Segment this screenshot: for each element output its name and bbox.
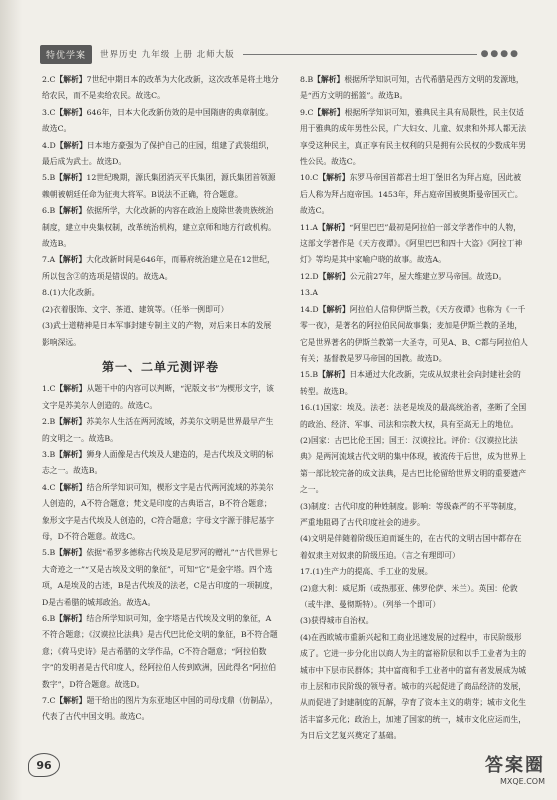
analysis-tag: 【解析】 [55, 107, 87, 117]
answer-text: 题干给出的图片为东亚地区中国的司母戊鼎（仿制品），代表了古代中国文明。故选C。 [42, 696, 278, 722]
answer-number: 2.B [42, 417, 56, 427]
answer-number: 6.B [42, 614, 56, 623]
answer-item [42, 693, 279, 726]
answer-item [300, 613, 528, 629]
answer-number: 9.C [300, 107, 314, 117]
answer-text: 根据所学知识可知，雅典民主具有局限性，民主仅适用于雅典的成年男性公民，广大妇女、儿童、奴隶和外邦人都无法享受这种民主，真正享有民主权利的只是拥有公民权的少数成年男性公民。故选C。 [300, 107, 527, 167]
answer-text: 日本通过大化改新，完成从奴隶社会向封建社会的转型。故选B。 [300, 370, 521, 396]
answer-text: 结合所学知识可知，楔形文字是古代两河流域的苏美尔人创造的，A不符合题意；梵文是印度的古典语言，B不符合题意；象形文字是古代埃及人创造的，C符合题意；字母文字源于腓尼基字母，D不符合题意。故选C。 [42, 482, 275, 541]
answer-item [300, 400, 528, 433]
header-dots: ●●●● [480, 49, 520, 59]
analysis-tag: 【解析】 [55, 614, 87, 623]
page-header [40, 44, 520, 64]
answer-text: 依据“希罗多德称古代埃及是尼罗河的赠礼”“古代世界七大奇迹之一”“又是古埃及文明的象征”，可知“它”是金字塔。四个选项，A是埃及的古迹，B是古代埃及的法老，C是古印度的一项制度，D是古希腊的城邦政治。故选A。 [42, 548, 278, 607]
answer-item [42, 203, 279, 252]
answer-item [42, 611, 279, 693]
answer-number: 11.A [300, 222, 319, 232]
answer-text: 日本地方豪强为了保护自己的庄园，组建了武装组织，最后成为武士。故选D。 [42, 140, 275, 167]
answer-text: 大化改新时间是646年，而幕府统治建立是在12世纪，所以包含②的选项是错误的。故选A。 [42, 255, 275, 281]
answer-text: (2)衣着服饰、文字、茶道、建筑等。（任举一例即可） [42, 304, 229, 314]
page-number: 96 [28, 753, 60, 777]
answer-number: 10.C [300, 173, 319, 183]
answer-item [300, 564, 528, 580]
answer-text: “阿里巴巴”最初是阿拉伯一部文学著作中的人物，这部文学著作是《天方夜谭》。《阿里巴巴和四十大盗》《阿拉丁神灯》等均是其中家喻户晓的故事。故选A。 [300, 222, 523, 265]
analysis-tag: 【解析】 [313, 75, 345, 84]
answer-number: 4.C [42, 482, 56, 492]
answer-item [42, 285, 279, 301]
analysis-tag: 【解析】 [313, 107, 345, 117]
answer-number: 4.D [42, 140, 56, 150]
answer-number: 1.C [42, 384, 56, 394]
answer-item [300, 269, 528, 285]
answer-text: 结合所学知识可知，金字塔是古代埃及文明的象征，A不符合题意；《汉谟拉比法典》是古代巴比伦文明的象征，B不符合题意；《荷马史诗》是古希腊的文学作品，C不符合题意；“阿拉伯数字”的发明者是古代印度人，经阿拉伯人传到欧洲，因此得名“阿拉伯数字”，D符合题意。故选D。 [42, 614, 278, 689]
answer-item [42, 252, 279, 285]
analysis-tag: 【解析】 [318, 271, 350, 281]
answer-text: (3)制度：古代印度的种姓制度。影响：等级森严的不平等制度，严重地阻碍了古代印度社会的进步。 [300, 501, 522, 527]
answer-item [300, 367, 528, 400]
answer-number: 12.D [300, 271, 319, 281]
answer-text: 17.(1)生产力的提高、手工业的发展。 [300, 567, 433, 577]
answer-item [300, 285, 528, 301]
answer-text: 16.(1)国家：埃及。法老：法老是埃及的最高统治者，垄断了全国的政治、经济、军事、司法和宗教大权，具有至高无上的地位。 [300, 403, 527, 429]
answer-item [300, 581, 528, 614]
analysis-tag: 【解析】 [318, 304, 350, 314]
answer-item [300, 105, 528, 171]
answer-text: 13.A [300, 288, 319, 298]
answer-item [300, 531, 528, 564]
analysis-tag: 【解析】 [55, 173, 87, 183]
answer-item [300, 302, 528, 368]
answer-item [300, 433, 528, 499]
answer-item [42, 381, 279, 414]
answer-number: 5.B [42, 548, 56, 558]
series-label: 特优学案 [40, 45, 92, 64]
analysis-tag: 【解析】 [55, 696, 87, 706]
answer-text: (2)意大利：威尼斯（或热那亚、佛罗伦萨、米兰）。英国：伦敦（或牛津、曼彻斯特）。（列举一个即可） [300, 583, 518, 609]
answer-number: 8.B [300, 75, 314, 84]
answer-item [42, 414, 279, 447]
answer-text: (2)国家：古巴比伦王国；国王：汉谟拉比。评价：《汉谟拉比法典》是两河流域古代文明的集中体现，被流传于后世，成为世界上第一部比较完备的成文法典，是古巴比伦留给世界文明的重要遗产之一。 [300, 435, 527, 495]
answer-text: 公元前27年，屋大维建立罗马帝国。故选D。 [349, 271, 507, 281]
answer-text: 狮身人面像是古代埃及人建造的，是古代埃及文明的标志之一。故选B。 [42, 449, 274, 476]
left-column [42, 72, 279, 726]
answer-item [42, 170, 279, 203]
answer-text: 依据所学，大化改新的内容在政治上废除世袭贵族统治制度，建立中央集权制，改革统治机构，建立京师和地方行政机构。故选B。 [42, 206, 276, 249]
answer-item [42, 72, 279, 105]
answer-item [42, 318, 279, 351]
answer-text: 从题干中的内容可以判断，“泥版文书”为楔形文字，该文字是苏美尔人创造的。故选C。 [42, 384, 274, 410]
answer-item [300, 499, 528, 532]
answer-text: 苏美尔人生活在两河流域，苏美尔文明是世界最早产生的文明之一。故选B。 [42, 417, 274, 443]
watermark [485, 751, 545, 786]
analysis-tag: 【解析】 [55, 140, 87, 150]
answer-item [42, 480, 279, 546]
answer-item [42, 138, 279, 171]
answer-number: 7.A [42, 255, 56, 265]
answer-number: 7.C [42, 696, 56, 706]
answer-text: 阿拉伯人信仰伊斯兰教，《天方夜谭》也称为《一千零一夜》，是著名的阿拉伯民间故事集；麦加是伊斯兰教的圣地，它是世界著名的伊斯兰教第一大圣寺，可见A、B、C都与阿拉伯人有关；基督教是罗马帝国的国教。故选D。 [300, 304, 528, 363]
answer-number: 14.D [300, 304, 319, 314]
answer-item [42, 447, 279, 480]
answer-item [42, 545, 279, 611]
analysis-tag: 【解析】 [55, 482, 87, 492]
analysis-tag: 【解析】 [318, 370, 350, 380]
answer-number: 6.B [42, 206, 56, 216]
answer-item [42, 105, 279, 138]
answer-number: 3.C [42, 107, 56, 117]
analysis-tag: 【解析】 [55, 548, 87, 558]
answer-text: 8.(1)大化改新。 [42, 288, 100, 298]
answer-item [300, 220, 528, 269]
answer-text: 646年，日本大化改新仿效的是中国隋唐的典章制度。故选C。 [42, 107, 274, 134]
header-rule [243, 54, 477, 55]
watermark-url: MXQE.COM [499, 777, 545, 786]
right-column [300, 72, 528, 745]
analysis-tag: 【解析】 [55, 75, 87, 84]
answer-text: (3)获得城市自治权。 [300, 616, 374, 626]
answer-text: (4)文明是伴随着阶级压迫而诞生的，在古代的文明古国中都存在着奴隶主对奴隶的阶级压迫。（言之有理即可） [300, 534, 522, 560]
answer-number: 5.B [42, 173, 56, 183]
section-title: 第一、二单元测评卷 [101, 359, 219, 374]
analysis-tag: 【解析】 [55, 417, 87, 427]
answer-number: 2.C [42, 75, 56, 84]
answer-item [42, 302, 279, 318]
answer-text: 东罗马帝国首都君士坦丁堡旧名为拜占庭，因此被后人称为拜占庭帝国。1453年，拜占庭帝国被奥斯曼帝国灭亡。故选C。 [300, 173, 523, 216]
answer-item [300, 630, 528, 745]
header-subtitle: 世界历史 九年级 上册 北师大版 [100, 50, 235, 60]
analysis-tag: 【解析】 [318, 173, 350, 183]
watermark-logo-text: 答案圈 [485, 755, 545, 776]
analysis-tag: 【解析】 [55, 255, 87, 265]
binding-shadow [0, 0, 22, 800]
answer-text: 根据所学知识可知，古代希腊是西方文明的发源地，是“西方文明的摇篮”。故选B。 [300, 75, 524, 101]
answer-text: (4)在西欧城市重新兴起和工商业迅速发展的过程中，市民阶级形成了。它进一步分化出以商人为主的富裕阶层和以手工业者为主的城市中下层市民群体；其中富商和手工业者中的富有者发展成为城市上层和市民阶级的领导者。城市的兴起促进了商品经济的发展，从而促进了封建制度的瓦解，孕育了资本主义的萌芽；城市文化生活丰富多元化；政治上，加速了国家的统一，城市文化应运而生，为日后文艺复兴奠定了基础。 [300, 632, 527, 741]
analysis-tag: 【解析】 [318, 222, 350, 232]
answer-text: (3)武士道精神是日本军事封建专制主义的产物，对后来日本的发展影响深远。 [42, 321, 272, 347]
answer-number: 3.B [42, 449, 56, 459]
answer-item [300, 170, 528, 219]
answer-text: 7世纪中期日本的改革为大化改新，这次改革是将土地分给农民，而不是卖给农民。故选C。 [42, 75, 279, 101]
analysis-tag: 【解析】 [55, 384, 87, 394]
analysis-tag: 【解析】 [55, 449, 87, 459]
answer-item [300, 72, 528, 105]
answer-text: 12世纪晚期，源氏集团消灭平氏集团，源氏集团首领源赖朝被朝廷任命为征夷大将军。B说法不正确，符合题意。 [42, 173, 276, 199]
answer-number: 15.B [300, 370, 319, 380]
analysis-tag: 【解析】 [55, 206, 87, 216]
